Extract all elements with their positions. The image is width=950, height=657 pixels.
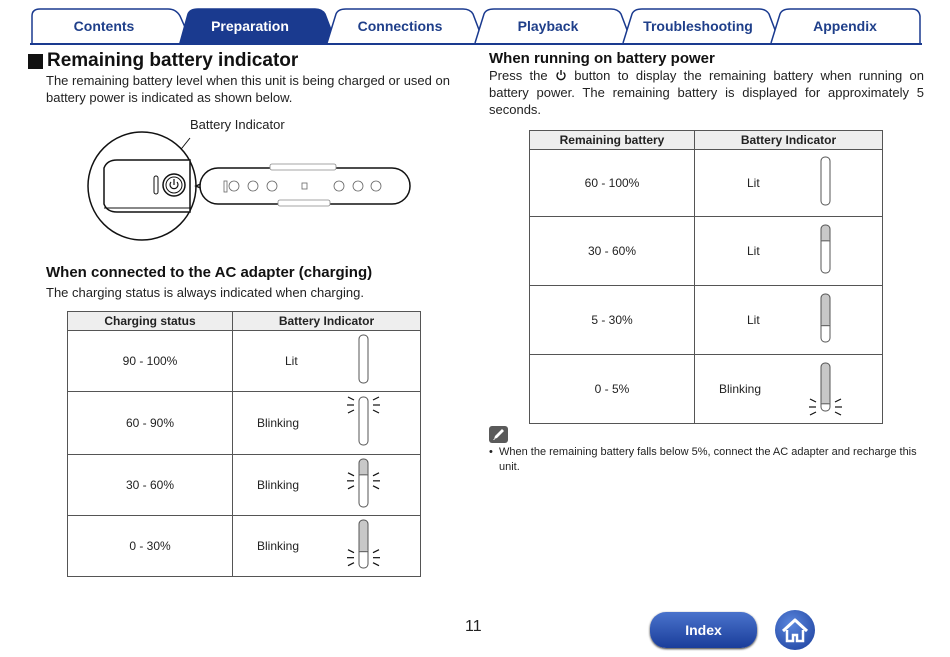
square-bullet-icon [28,54,43,69]
battery-bar-icon [806,155,846,211]
indicator-cell [233,392,421,455]
tab-underline [30,43,922,45]
table-row [530,217,883,286]
status-cell: 0 - 30% [68,516,233,577]
battery-table [529,130,883,424]
battery-bar-outline [359,335,368,383]
indicator-text: Blinking [257,478,300,492]
indicator-text: Blinking [257,416,300,430]
indicator-text: Lit [747,244,760,258]
tab-troubleshooting[interactable]: Troubleshooting [643,18,753,34]
battery-bar-icon [344,518,384,574]
status-cell: 60 - 90% [68,392,233,455]
blink-rays-icon [347,397,380,413]
battery-bar-outline [359,397,368,445]
table-row [530,286,883,355]
battery-bar-icon [344,333,384,389]
home-button[interactable] [775,610,815,650]
table-row [68,455,421,516]
table-row [68,516,421,577]
section-heading-text: Remaining battery indicator [47,50,299,71]
status-cell: 60 - 100% [530,150,695,217]
tab-contents[interactable]: Contents [73,18,135,34]
tab-appendix[interactable]: Appendix [813,18,877,34]
battery-bar-icon [344,457,384,513]
pencil-note-icon [489,426,508,443]
tab-preparation[interactable]: Preparation [211,18,289,34]
indicator-text: Lit [747,176,760,190]
index-button[interactable]: Index [650,612,757,648]
column-header-battery-indicator: Battery Indicator [695,131,883,150]
status-cell: 30 - 60% [68,455,233,516]
illustration-label: Battery Indicator [190,117,285,132]
table-row [530,150,883,217]
battery-text-after: button to display the remaining battery when running on battery power. The remaining battery is displayed for approximately 5 seconds. [489,68,924,117]
indicator-text: Lit [747,313,760,327]
battery-bar-fill [359,520,368,552]
indicator-text: Blinking [257,539,300,553]
ac-heading: When connected to the AC adapter (charging) [46,264,373,281]
charging-table [67,311,421,577]
battery-heading: When running on battery power [489,50,715,67]
status-cell: 30 - 60% [530,217,695,286]
device-illustration [82,128,422,243]
intro-text: The remaining battery level when this unit is being charged or used on battery power is indicated as shown below. [46,73,450,105]
indicator-cell [695,355,883,424]
note [489,445,929,475]
status-cell: 0 - 5% [530,355,695,424]
indicator-text: Lit [285,354,298,368]
indicator-cell [233,331,421,392]
home-icon [775,610,815,650]
status-cell: 90 - 100% [68,331,233,392]
page-number: 11 [465,618,482,635]
indicator-cell [695,217,883,286]
tab-bar [30,8,922,44]
ac-text: The charging status is always indicated when charging. [46,285,364,300]
battery-bar-fill [359,459,368,475]
indicator-text: Blinking [719,382,762,396]
column-header-charging-status: Charging status [68,312,233,331]
power-icon [555,69,567,81]
section-heading [28,50,298,72]
indicator-cell [233,455,421,516]
note-text: When the remaining battery falls below 5%, connect the AC adapter and recharge this unit. [499,446,917,473]
battery-bar-outline [821,157,830,205]
tab-playback[interactable]: Playback [517,18,579,34]
battery-text-before: Press the [489,68,548,83]
battery-text [489,67,924,118]
table-row [530,355,883,424]
status-cell: 5 - 30% [530,286,695,355]
indicator-cell [233,516,421,577]
battery-bar-fill [821,225,830,241]
column-header-remaining-battery: Remaining battery [530,131,695,150]
column-header-battery-indicator: Battery Indicator [233,312,421,331]
tab-connections[interactable]: Connections [357,18,443,34]
indicator-cell [695,286,883,355]
battery-bar-icon [806,361,846,417]
battery-bar-icon [806,292,846,348]
indicator-cell [695,150,883,217]
table-row [68,392,421,455]
battery-bar-fill [821,294,830,326]
battery-bar-icon [806,223,846,279]
table-row [68,331,421,392]
note-bullet: • [489,446,493,458]
battery-bar-icon [344,395,384,451]
battery-bar-fill [821,363,830,404]
